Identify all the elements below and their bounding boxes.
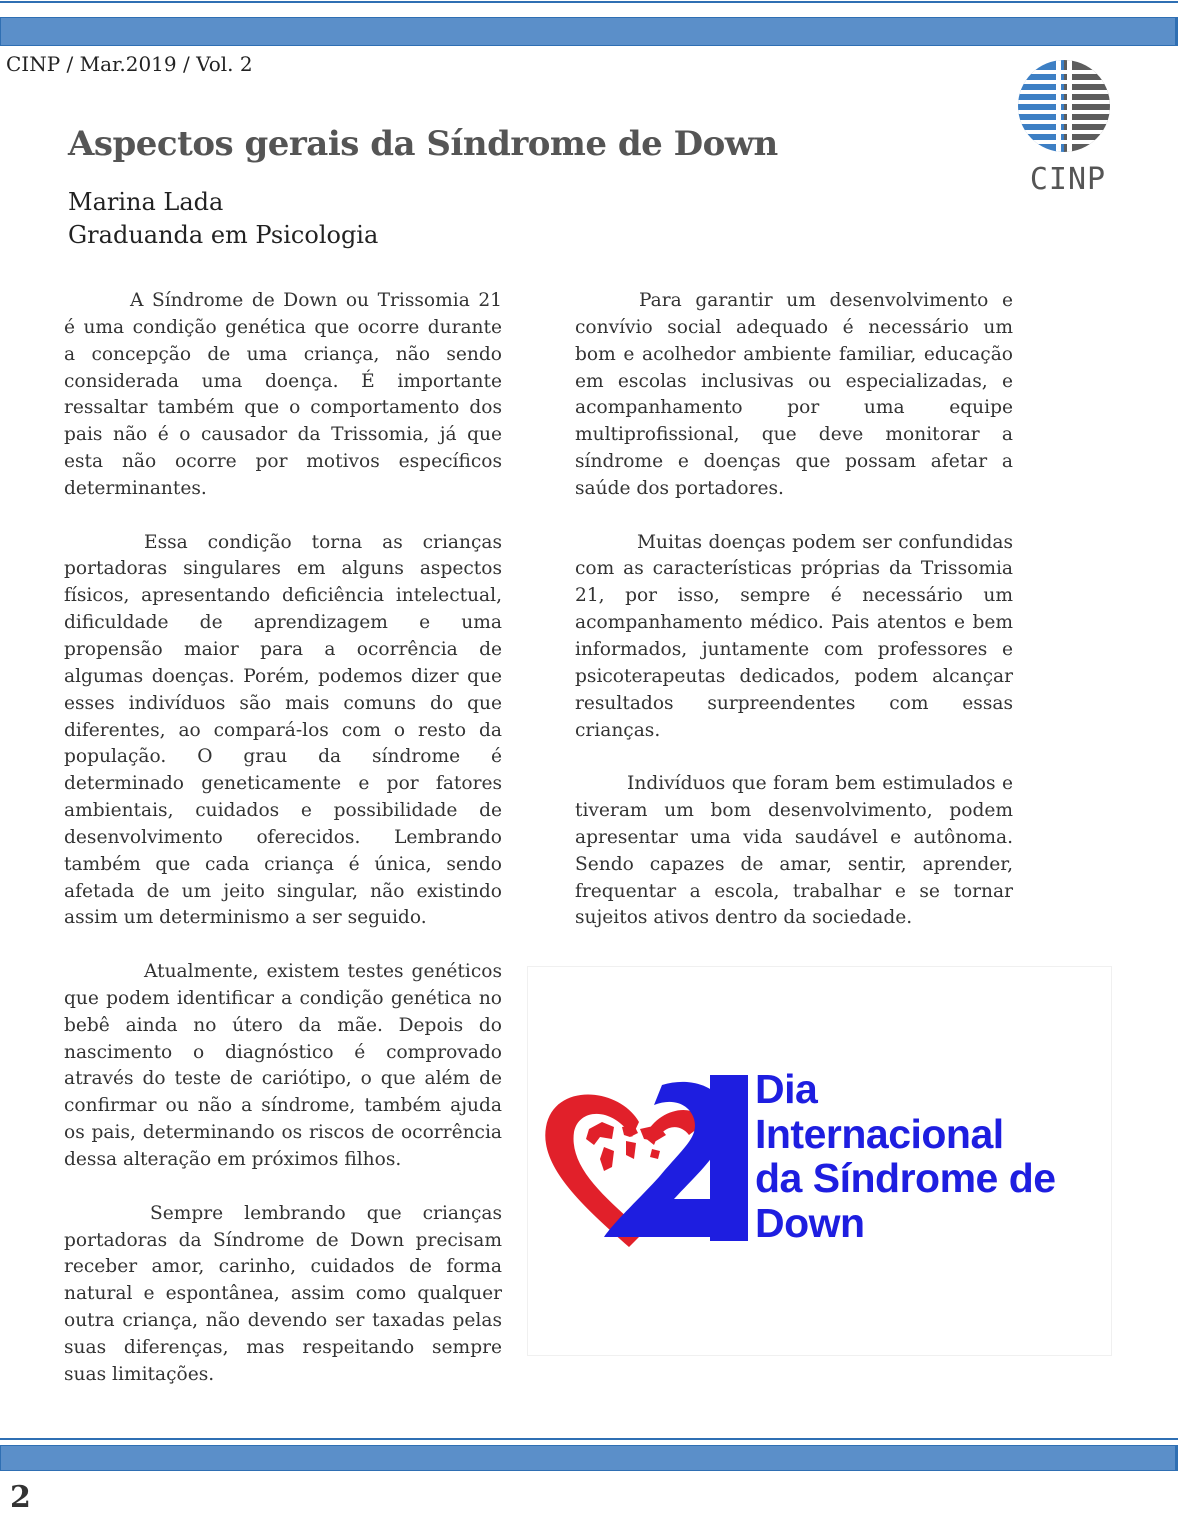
logo-text: CINP xyxy=(1029,162,1107,197)
vertical-bar xyxy=(710,1075,748,1241)
paragraph: Para garantir um desenvolvimento e convívio social adequado é necessário um bom e acolhedor ambiente familiar, educação em escolas inclusivas ou especializadas, e acompanhamento por uma equipe multiprofissional, que deve monitorar a síndrome e doenças que possam afetar a saúde dos portadores. xyxy=(575,290,1013,499)
paragraph: A Síndrome de Down ou Trissomia 21 é uma condição genética que ocorre durante a concepção de uma criança, não sendo considerada uma doença. É importante ressaltar também que o comportamento dos pais não é o causador da Trissomia, já que esta não ocorre por motivos específicos determinantes. xyxy=(64,290,502,499)
banner-line: Down xyxy=(755,1199,865,1246)
journal-reference: CINP / Mar.2019 / Vol. 2 xyxy=(6,52,253,76)
banner-text xyxy=(755,1067,1056,1245)
banner-line: Internacional xyxy=(755,1110,1004,1157)
left-column xyxy=(64,288,502,1415)
author-block xyxy=(68,186,378,252)
paragraph: Essa condição torna as crianças portadoras singulares em alguns aspectos físicos, apresentando deficiência intelectual, dificuldade de aprendizagem e uma propensão maior para a ocorrência de algumas doenças. Porém, podemos dizer que esses indivíduos são mais comuns do que diferentes, ao compará-los com o resto da população. O grau da síndrome é determinado geneticamente e por fatores ambientais, cuidados e possibilidade de desenvolvimento oferecidos. Lembrando também que cada criança é única, sendo afetada de um jeito singular, não existindo assim um determinismo a ser seguido. xyxy=(64,531,502,929)
banner-line: da Síndrome de xyxy=(755,1155,1056,1201)
cinp-logo xyxy=(1016,58,1120,208)
top-header-band xyxy=(0,0,1178,50)
paragraph: Sempre lembrando que crianças portadoras da Síndrome de Down precisam receber amor, carinho, cuidados de forma natural e espontânea, assim como qualquer outra criança, não devendo ser taxadas pelas suas diferenças, mas respeitando sempre suas limitações. xyxy=(64,1202,502,1385)
paragraph: Indivíduos que foram bem estimulados e tiveram um bom desenvolvimento, podem apresentar uma vida saudável e autônoma. Sendo capazes de amar, sentir, aprender, frequentar a escola, trabalhar e se tornar sujeitos ativos dentro da sociedade. xyxy=(575,773,1013,929)
cinp-globe-icon xyxy=(1016,58,1120,162)
right-column xyxy=(575,288,1013,959)
paragraph: Muitas doenças podem ser confundidas com as características próprias da Trissomia 21, por isso, sempre é necessário um acompanhamento médico. Pais atentos e bem informados, juntamente com professores e psicoterapeutas dedicados, podem alcançar resultados surpreendentes com essas crianças. xyxy=(575,531,1013,741)
banner-line: Dia xyxy=(755,1066,818,1112)
down-syndrome-day-banner xyxy=(527,966,1112,1356)
author-role: Graduanda em Psicologia xyxy=(68,221,379,249)
paragraph: Atualmente, existem testes genéticos que podem identificar a condição genética no bebê ainda no útero da mãe. Depois do nascimento o diagnóstico é comprovado através do teste de cariótipo, o que além de confirmar ou não a síndrome, também ajuda os pais, determinando os riscos de ocorrência dessa alteração em próximos filhos. xyxy=(64,961,502,1170)
bottom-footer-band xyxy=(0,1438,1178,1478)
author-name: Marina Lada xyxy=(68,188,224,216)
article-title: Aspectos gerais da Síndrome de Down xyxy=(68,124,778,164)
page-number: 2 xyxy=(10,1480,31,1515)
